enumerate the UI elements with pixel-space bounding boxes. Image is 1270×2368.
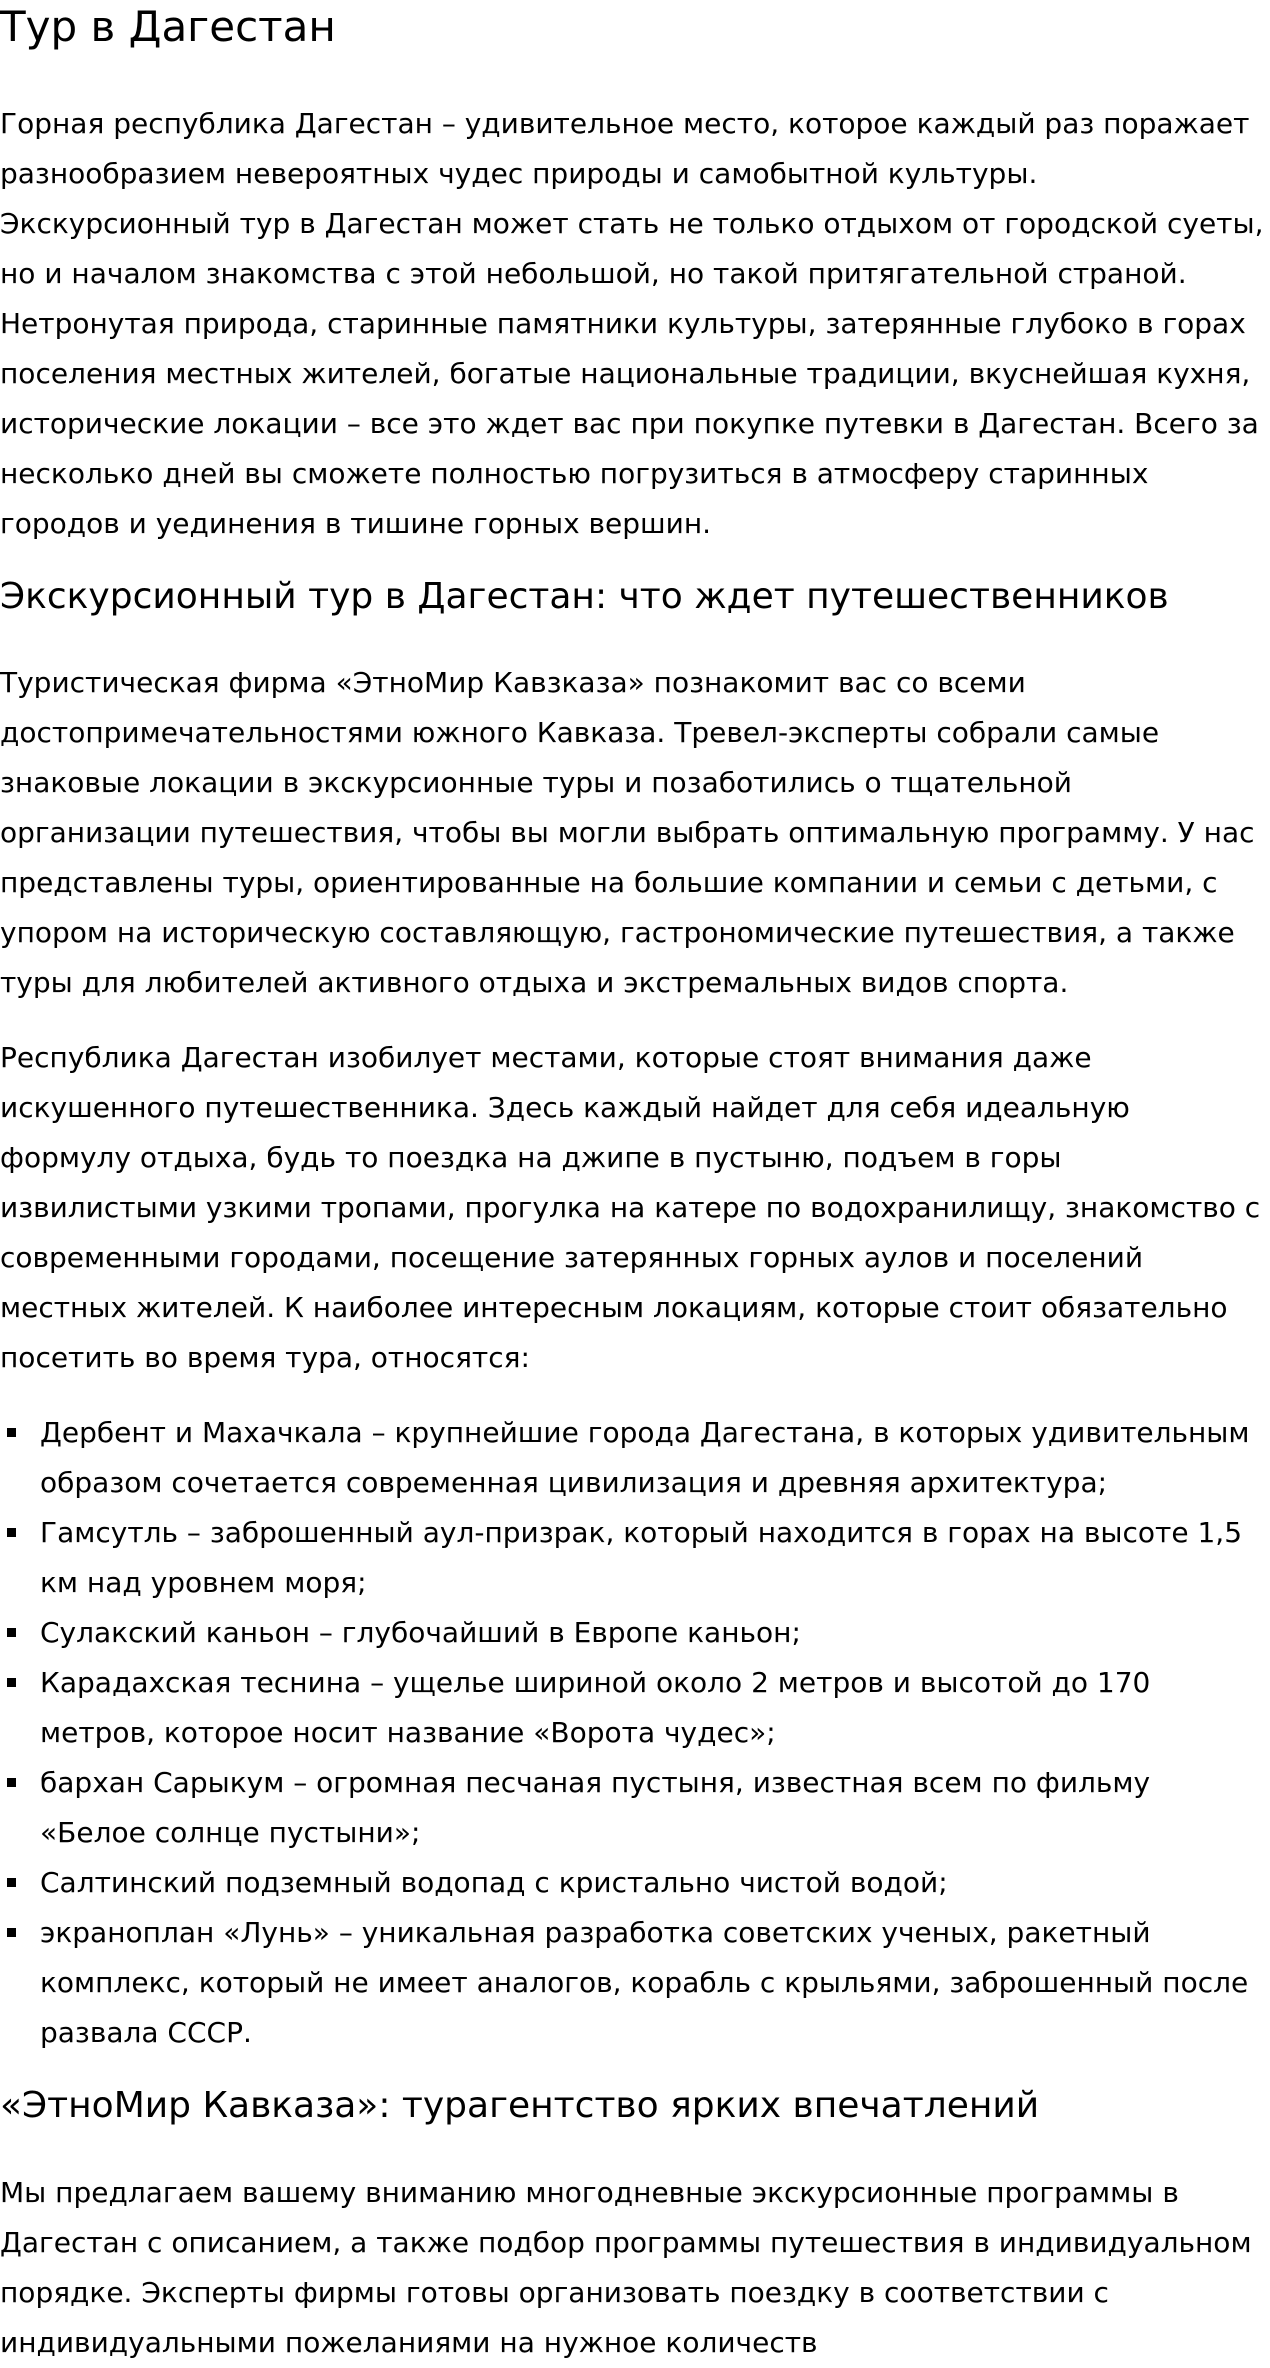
tour-paragraph-locations: Республика Дагестан изобилует местами, которые стоят внимания даже искушенного путешественника. Здесь каждый найдет для себя идеальную формулу отдыха, будь то поездка на джипе в пустыню, подъем в горы извилистыми узкими тропами, прогулка на катере по водохранилищу, знакомство с современными городами, посещение затерянных горных аулов и поселений местных жителей. К наиболее интересным локациям, которые стоит обязательно посетить во время тура, относятся:: [0, 1041, 1261, 1375]
page-title: Тур в Дагестан: [0, 2, 336, 51]
list-item-derbent: Дербент и Махачкала – крупнейшие города Дагестана, в которых удивительным образом сочетается современная цивилизация и древняя архитектура;: [0, 1408, 1264, 1508]
intro-paragraph: Горная республика Дагестан – удивительное место, которое каждый раз поражает разнообразием невероятных чудес природы и самобытной культуры. Экскурсионный тур в Дагестан может стать не только отдыхом от городской суеты, но и началом знакомства с этой небольшой, но такой притягательной страной. Нетронутая природа, старинные памятники культуры, затерянные глубоко в горах поселения местных жителей, богатые национальные традиции, вкуснейшая кухня, исторические локации – все это ждет вас при покупке путевки в Дагестан. Всего за несколько дней вы сможете полностью погрузиться в атмосферу старинных городов и уединения в тишине горных вершин.: [0, 106, 1264, 540]
list-item-saltinsky-waterfall: Салтинский подземный водопад с кристально чистой водой;: [0, 1858, 1264, 1908]
attractions-list: [0, 1408, 1264, 2058]
list-item-sulak-canyon: Сулакский каньон – глубочайший в Европе каньон;: [0, 1608, 1264, 1658]
list-item-gamsutl: Гамсутль – заброшенный аул-призрак, который находится в горах на высоте 1,5 км над уровнем моря;: [0, 1508, 1264, 1608]
list-item-ekranoplan-lun: экраноплан «Лунь» – уникальная разработка советских ученых, ракетный комплекс, который не имеет аналогов, корабль с крыльями, заброшенный после развала СССР.: [0, 1908, 1264, 2058]
section-tour-heading: Экскурсионный тур в Дагестан: что ждет путешественников: [0, 575, 1169, 617]
agency-paragraph: Мы предлагаем вашему вниманию многодневные экскурсионные программы в Дагестан с описанием, а также подбор программы путешествия в индивидуальном порядке. Эксперты фирмы готовы организовать поездку в соответствии с индивидуальными пожеланиями на нужное количеств: [0, 2176, 1252, 2360]
tour-paragraph-agency: Туристическая фирма «ЭтноМир Кавзказа» познакомит вас со всеми достопримечательностями южного Кавказа. Тревел-эксперты собрали самые знаковые локации в экскурсионные туры и позаботились о тщательной организации путешествия, чтобы вы могли выбрать оптимальную программу. У нас представлены туры, ориентированные на большие компании и семьи с детьми, с упором на историческую составляющую, гастрономические путешествия, а также туры для любителей активного отдыха и экстремальных видов спорта.: [0, 666, 1255, 1000]
list-item-karadakh-gorge: Карадахская теснина – ущелье шириной около 2 метров и высотой до 170 метров, которое носит название «Ворота чудес»;: [0, 1658, 1264, 1758]
list-item-sarykum-dune: бархан Сарыкум – огромная песчаная пустыня, известная всем по фильму «Белое солнце пустыни»;: [0, 1758, 1264, 1858]
section-agency-heading: «ЭтноМир Кавказа»: турагентство ярких впечатлений: [0, 2085, 1040, 2127]
